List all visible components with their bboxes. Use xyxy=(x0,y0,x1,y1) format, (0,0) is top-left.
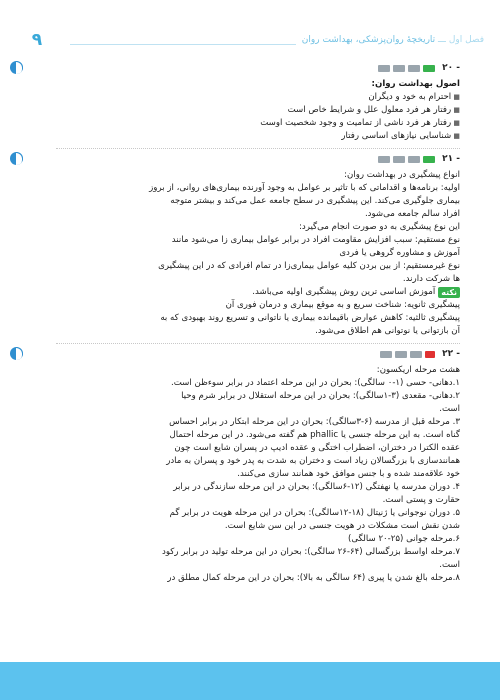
text-line: نوع مستقیم: سبب افزایش مقاومت افراد در برابر عوامل بیماری زا می‌شود مانند xyxy=(171,235,460,245)
text-line: است. xyxy=(439,560,460,570)
text-line: اولیه: برنامه‌ها و اقداماتی که با تاثیر بر عوامل به وجود آورنده بیماری‌های روانی، از بروز xyxy=(149,183,460,193)
note-text: آموزش اساسی ترین روش پیشگیری اولیه می‌باشد. xyxy=(252,287,436,297)
text-line: ۴. دوران مدرسه یا نهفتگی (۱۲-۶سالگی): بحران در این مرحله سازندگی در برابر xyxy=(173,482,460,492)
tag-grey-icon xyxy=(378,65,390,72)
tag-grey-icon xyxy=(393,156,405,163)
question-number: ۲۲ - xyxy=(442,349,460,359)
tag-grey-icon xyxy=(408,65,420,72)
page-footer-band xyxy=(0,662,500,700)
running-title: فصل اول ـــ تاریخچهٔ روان‌پزشکی، بهداشت روان xyxy=(296,35,484,45)
text-line: افراد سالم جامعه می‌شود. xyxy=(364,209,460,219)
text-line: است. xyxy=(439,404,460,414)
text-line: نوع غیرمستقیم: از بین بردن کلیه عوامل بیماری‌زا در تمام افرادی که در این پیشگیری xyxy=(158,261,460,271)
note-line xyxy=(56,286,460,299)
text-line: ها شرکت دارند. xyxy=(402,274,460,284)
question-21 xyxy=(56,153,460,338)
chapter-label: فصل اول xyxy=(448,35,484,45)
text-line: همانندسازی با بزرگسالان زیاد است و دختران به شدت به پدر خود و پسران به مادر xyxy=(166,456,460,466)
tag-grey-icon xyxy=(378,156,390,163)
question-22 xyxy=(56,348,460,585)
note-badge: نکته xyxy=(438,287,460,298)
tag-grey-icon xyxy=(408,156,420,163)
progress-icon xyxy=(10,347,23,360)
bullet-item: ■ رفتار هر فرد معلول علل و شرایط خاص است xyxy=(56,104,460,117)
tag-red-icon xyxy=(425,351,435,358)
tag-green-icon xyxy=(423,156,435,163)
progress-icon xyxy=(10,61,23,74)
text-line: آن بازتوانی یا نوتوانی هم اطلاق می‌شود. xyxy=(315,326,460,336)
tag-green-icon xyxy=(423,65,435,72)
text-line: عقده الکترا در دختران، اضطراب اختگی و عقده ادیپ در پسران شایع است چون xyxy=(174,443,460,453)
progress-icon xyxy=(10,152,23,165)
question-20 xyxy=(56,62,460,143)
text-line: هشت مرحله اریکسون: xyxy=(376,365,460,375)
tag-grey-icon xyxy=(395,351,407,358)
text-line: پیشگیری ثالثیه: کاهش عوارض باقیمانده بیماری یا ناتوانی و تسریع روند بهبودی که به xyxy=(160,313,460,323)
bullet-item: ■ شناسایی نیازهای اساسی رفتار xyxy=(56,130,460,143)
text-line: این نوع پیشگیری به دو صورت انجام می‌گیرد: xyxy=(299,222,460,232)
bullet-item: ■ رفتار هر فرد ناشی از تمامیت و وجود شخصیت اوست xyxy=(56,117,460,130)
text-line: آموزش و مشاوره گروهی یا فردی xyxy=(339,248,460,258)
question-number: ۲۰ - xyxy=(442,63,460,73)
text-line: ۷.مرحله اواسط بزرگسالی (۶۴-۲۶ سالگی): بحران در این مرحله تولید در برابر رکود xyxy=(162,547,460,557)
text-line: ۳. مرحله قبل از مدرسه (۶-۳سالگی): بحران در این مرحله ابتکار در برابر احساس xyxy=(169,417,460,427)
page-header xyxy=(0,0,500,60)
question-number: ۲۱ - xyxy=(442,154,460,164)
page-number: ۹ xyxy=(14,26,60,54)
text-line: ۶.مرحله جوانی (۲۵-۲۰ سالگی) xyxy=(348,534,460,544)
tag-grey-icon xyxy=(410,351,422,358)
bullet-item: ■ احترام به خود و دیگران xyxy=(56,91,460,104)
text-line: خود علاقه‌مند شده و با جنس موافق خود همانند سازی می‌کنند. xyxy=(237,469,460,479)
text-line: اصول بهداشت روان: xyxy=(371,79,460,89)
text-line: حقارت و پستی است. xyxy=(382,495,460,505)
question-header xyxy=(56,153,460,165)
text-line: ۲.دهانی- مقعدی (۳-۱سالگی): بحران در این مرحله استقلال در برابر شرم وحیا xyxy=(181,391,460,401)
text-line: ۱.دهانی- حسی (۱-۰ سالگی): بحران در این مرحله اعتماد در برابر سوءظن است. xyxy=(171,378,460,388)
text-line: ۵. دوران نوجوانی یا ژنیتال (۱۸-۱۲سالگی): بحران در این مرحله هویت در برابر گم xyxy=(169,508,460,518)
text-line: پیشگیری ثانویه: شناخت سریع و به موقع بیماری و درمان فوری آن xyxy=(225,300,460,310)
question-header xyxy=(56,62,460,74)
text-line: بیماری جلوگیری می‌کند. این پیشگیری در سطح جامعه عمل می‌کند و بیشتر متوجه xyxy=(170,196,460,206)
text-line: شدن نقش است مشکلات در هویت جنسی در این سن شایع است. xyxy=(224,521,460,531)
text-line: ۸.مرحله بالغ شدن یا پیری (۶۴ سالگی به بالا): بحران در این مرحله کمال مطلق در xyxy=(167,573,460,583)
tag-grey-icon xyxy=(393,65,405,72)
text-line: گناه است. به این مرحله جنسی یا phallic هم گفته می‌شود. در این مرحله احتمال xyxy=(169,430,460,440)
divider xyxy=(56,148,460,149)
chapter-title: تاریخچهٔ روان‌پزشکی، بهداشت روان xyxy=(301,35,436,45)
text-line: انواع پیشگیری در بهداشت روان: xyxy=(344,170,460,180)
tag-grey-icon xyxy=(380,351,392,358)
page-content xyxy=(56,62,460,590)
divider xyxy=(56,343,460,344)
question-header xyxy=(56,348,460,360)
